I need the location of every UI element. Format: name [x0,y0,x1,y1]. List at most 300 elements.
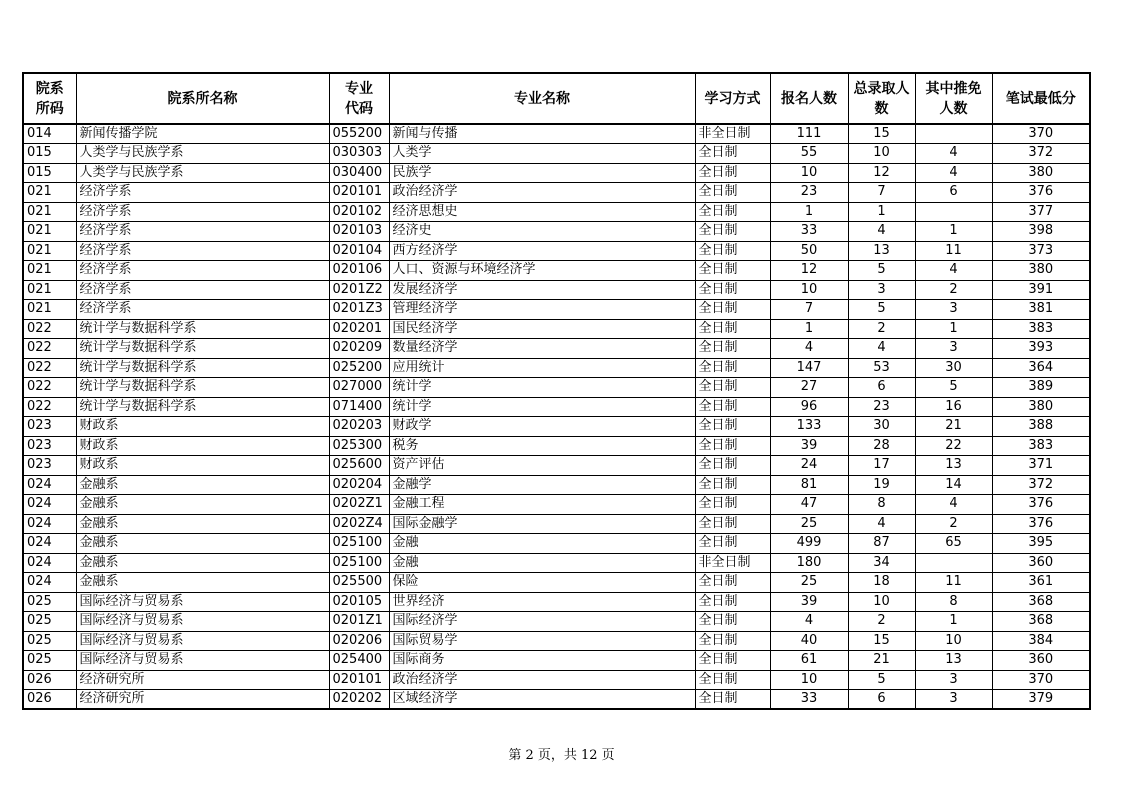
cell-dept-name: 经济研究所 [76,670,329,690]
cell-min-score: 370 [992,124,1090,144]
cell-total-admitted: 23 [848,397,915,417]
cell-applicants: 33 [770,222,848,242]
header-min-score: 笔试最低分 [992,73,1090,124]
cell-applicants: 47 [770,495,848,515]
cell-recommended: 4 [915,495,992,515]
cell-dept-code: 022 [23,397,76,417]
cell-dept-code: 021 [23,183,76,203]
table-row [23,183,1090,203]
table-row [23,222,1090,242]
cell-applicants: 1 [770,202,848,222]
cell-major-name: 国际贸易学 [389,631,695,651]
cell-dept-name: 国际经济与贸易系 [76,651,329,671]
table-row [23,378,1090,398]
cell-recommended: 3 [915,300,992,320]
cell-min-score: 368 [992,592,1090,612]
cell-study-mode: 全日制 [695,592,770,612]
cell-dept-name: 经济学系 [76,183,329,203]
cell-recommended: 3 [915,670,992,690]
cell-total-admitted: 34 [848,553,915,573]
cell-study-mode: 全日制 [695,280,770,300]
cell-major-code: 020209 [329,339,389,359]
cell-dept-name: 金融系 [76,495,329,515]
cell-total-admitted: 10 [848,592,915,612]
cell-min-score: 377 [992,202,1090,222]
cell-total-admitted: 87 [848,534,915,554]
table-row [23,163,1090,183]
cell-major-name: 资产评估 [389,456,695,476]
cell-total-admitted: 4 [848,514,915,534]
cell-major-name: 金融工程 [389,495,695,515]
cell-study-mode: 非全日制 [695,553,770,573]
table-row [23,241,1090,261]
cell-major-name: 经济思想史 [389,202,695,222]
cell-dept-name: 经济学系 [76,222,329,242]
cell-dept-name: 经济研究所 [76,690,329,710]
cell-min-score: 373 [992,241,1090,261]
cell-major-code: 0201Z2 [329,280,389,300]
cell-major-name: 应用统计 [389,358,695,378]
cell-dept-code: 024 [23,495,76,515]
cell-total-admitted: 2 [848,612,915,632]
cell-major-code: 030303 [329,144,389,164]
cell-applicants: 111 [770,124,848,144]
cell-recommended: 2 [915,514,992,534]
cell-min-score: 372 [992,144,1090,164]
table-row [23,261,1090,281]
cell-min-score: 360 [992,651,1090,671]
cell-dept-name: 国际经济与贸易系 [76,592,329,612]
cell-dept-code: 022 [23,358,76,378]
table-row [23,573,1090,593]
cell-total-admitted: 10 [848,144,915,164]
cell-min-score: 370 [992,670,1090,690]
cell-min-score: 364 [992,358,1090,378]
cell-dept-code: 024 [23,514,76,534]
cell-major-code: 020103 [329,222,389,242]
cell-recommended: 1 [915,222,992,242]
cell-dept-code: 021 [23,261,76,281]
cell-dept-code: 023 [23,417,76,437]
cell-major-name: 国际金融学 [389,514,695,534]
cell-dept-name: 金融系 [76,475,329,495]
table-row [23,456,1090,476]
cell-major-name: 经济史 [389,222,695,242]
cell-recommended: 4 [915,163,992,183]
cell-dept-code: 021 [23,300,76,320]
table-row [23,514,1090,534]
table-row [23,144,1090,164]
cell-total-admitted: 5 [848,670,915,690]
cell-applicants: 10 [770,670,848,690]
cell-study-mode: 全日制 [695,339,770,359]
cell-dept-name: 国际经济与贸易系 [76,631,329,651]
cell-total-admitted: 13 [848,241,915,261]
cell-min-score: 395 [992,534,1090,554]
cell-dept-code: 023 [23,456,76,476]
cell-min-score: 380 [992,261,1090,281]
cell-dept-name: 金融系 [76,534,329,554]
cell-major-name: 政治经济学 [389,183,695,203]
cell-dept-name: 财政系 [76,456,329,476]
cell-dept-name: 经济学系 [76,241,329,261]
cell-dept-code: 026 [23,690,76,710]
cell-total-admitted: 2 [848,319,915,339]
cell-dept-code: 023 [23,436,76,456]
cell-study-mode: 全日制 [695,534,770,554]
cell-dept-name: 人类学与民族学系 [76,163,329,183]
cell-dept-name: 经济学系 [76,261,329,281]
cell-major-code: 020206 [329,631,389,651]
cell-applicants: 4 [770,612,848,632]
cell-recommended: 4 [915,261,992,281]
table-row [23,670,1090,690]
cell-total-admitted: 5 [848,261,915,281]
cell-major-name: 国民经济学 [389,319,695,339]
cell-dept-name: 统计学与数据科学系 [76,378,329,398]
cell-major-code: 020202 [329,690,389,710]
cell-major-name: 国际商务 [389,651,695,671]
cell-applicants: 81 [770,475,848,495]
cell-applicants: 24 [770,456,848,476]
cell-applicants: 96 [770,397,848,417]
cell-study-mode: 全日制 [695,378,770,398]
cell-applicants: 23 [770,183,848,203]
cell-study-mode: 全日制 [695,456,770,476]
cell-major-code: 055200 [329,124,389,144]
cell-total-admitted: 6 [848,378,915,398]
cell-study-mode: 全日制 [695,670,770,690]
table-row [23,553,1090,573]
cell-study-mode: 全日制 [695,241,770,261]
cell-min-score: 360 [992,553,1090,573]
cell-recommended: 2 [915,280,992,300]
cell-min-score: 384 [992,631,1090,651]
admission-table [22,72,1091,710]
cell-study-mode: 全日制 [695,475,770,495]
cell-study-mode: 全日制 [695,358,770,378]
cell-study-mode: 全日制 [695,319,770,339]
cell-applicants: 147 [770,358,848,378]
table-row [23,280,1090,300]
table-row [23,495,1090,515]
cell-major-name: 财政学 [389,417,695,437]
cell-dept-name: 统计学与数据科学系 [76,358,329,378]
cell-applicants: 50 [770,241,848,261]
cell-study-mode: 全日制 [695,222,770,242]
table-row [23,651,1090,671]
cell-applicants: 4 [770,339,848,359]
cell-dept-name: 统计学与数据科学系 [76,397,329,417]
cell-major-name: 税务 [389,436,695,456]
cell-major-name: 新闻与传播 [389,124,695,144]
cell-applicants: 133 [770,417,848,437]
cell-dept-name: 统计学与数据科学系 [76,339,329,359]
cell-dept-name: 国际经济与贸易系 [76,612,329,632]
cell-major-name: 金融 [389,553,695,573]
cell-total-admitted: 15 [848,631,915,651]
table-body [23,124,1090,709]
cell-total-admitted: 8 [848,495,915,515]
cell-major-name: 金融学 [389,475,695,495]
cell-study-mode: 全日制 [695,163,770,183]
cell-study-mode: 全日制 [695,397,770,417]
cell-study-mode: 全日制 [695,573,770,593]
cell-total-admitted: 53 [848,358,915,378]
cell-applicants: 1 [770,319,848,339]
table-row [23,631,1090,651]
cell-major-name: 统计学 [389,378,695,398]
cell-applicants: 33 [770,690,848,710]
cell-study-mode: 全日制 [695,612,770,632]
cell-dept-code: 014 [23,124,76,144]
cell-major-code: 0201Z1 [329,612,389,632]
cell-dept-name: 金融系 [76,553,329,573]
cell-study-mode: 全日制 [695,651,770,671]
cell-recommended: 11 [915,241,992,261]
cell-major-code: 025400 [329,651,389,671]
cell-study-mode: 全日制 [695,202,770,222]
cell-applicants: 25 [770,514,848,534]
cell-study-mode: 全日制 [695,261,770,281]
table-row [23,339,1090,359]
cell-major-code: 020101 [329,670,389,690]
cell-dept-code: 025 [23,592,76,612]
cell-total-admitted: 7 [848,183,915,203]
cell-min-score: 379 [992,690,1090,710]
header-major-code: 专业代码 [329,73,389,124]
cell-study-mode: 全日制 [695,436,770,456]
cell-recommended [915,202,992,222]
cell-applicants: 40 [770,631,848,651]
cell-recommended: 13 [915,456,992,476]
cell-min-score: 391 [992,280,1090,300]
cell-study-mode: 全日制 [695,690,770,710]
cell-total-admitted: 15 [848,124,915,144]
cell-recommended: 3 [915,339,992,359]
cell-min-score: 376 [992,183,1090,203]
cell-major-code: 020106 [329,261,389,281]
table-row [23,534,1090,554]
cell-major-code: 0202Z1 [329,495,389,515]
cell-min-score: 371 [992,456,1090,476]
cell-dept-name: 财政系 [76,417,329,437]
cell-dept-code: 021 [23,222,76,242]
cell-min-score: 389 [992,378,1090,398]
cell-applicants: 7 [770,300,848,320]
cell-major-name: 区域经济学 [389,690,695,710]
cell-recommended: 22 [915,436,992,456]
cell-min-score: 380 [992,163,1090,183]
cell-dept-code: 024 [23,553,76,573]
cell-recommended: 3 [915,690,992,710]
cell-major-name: 国际经济学 [389,612,695,632]
cell-total-admitted: 28 [848,436,915,456]
cell-applicants: 499 [770,534,848,554]
cell-study-mode: 全日制 [695,495,770,515]
cell-dept-code: 024 [23,573,76,593]
cell-total-admitted: 18 [848,573,915,593]
cell-dept-code: 022 [23,378,76,398]
cell-total-admitted: 1 [848,202,915,222]
cell-dept-code: 025 [23,612,76,632]
cell-dept-code: 021 [23,202,76,222]
table-row [23,358,1090,378]
cell-major-name: 数量经济学 [389,339,695,359]
table-row [23,124,1090,144]
cell-major-code: 020204 [329,475,389,495]
cell-recommended: 13 [915,651,992,671]
cell-min-score: 383 [992,319,1090,339]
table-row [23,475,1090,495]
cell-major-name: 西方经济学 [389,241,695,261]
cell-dept-name: 金融系 [76,514,329,534]
cell-major-code: 020104 [329,241,389,261]
cell-major-code: 025500 [329,573,389,593]
table-row [23,202,1090,222]
cell-min-score: 376 [992,495,1090,515]
cell-min-score: 398 [992,222,1090,242]
cell-recommended: 16 [915,397,992,417]
table-row [23,397,1090,417]
cell-dept-name: 经济学系 [76,280,329,300]
cell-dept-code: 015 [23,163,76,183]
cell-major-name: 金融 [389,534,695,554]
table-row [23,592,1090,612]
cell-dept-code: 021 [23,280,76,300]
cell-study-mode: 全日制 [695,514,770,534]
cell-total-admitted: 5 [848,300,915,320]
cell-study-mode: 全日制 [695,183,770,203]
cell-recommended: 14 [915,475,992,495]
cell-applicants: 10 [770,163,848,183]
cell-major-name: 民族学 [389,163,695,183]
page-footer: 第 2 页，共 12 页 [508,748,615,763]
cell-recommended: 5 [915,378,992,398]
cell-study-mode: 全日制 [695,631,770,651]
cell-major-code: 030400 [329,163,389,183]
cell-recommended [915,124,992,144]
cell-dept-name: 新闻传播学院 [76,124,329,144]
header-applicants: 报名人数 [770,73,848,124]
header-study-mode: 学习方式 [695,73,770,124]
cell-recommended: 11 [915,573,992,593]
cell-dept-code: 025 [23,651,76,671]
cell-total-admitted: 19 [848,475,915,495]
cell-major-name: 管理经济学 [389,300,695,320]
header-major-name: 专业名称 [389,73,695,124]
cell-major-name: 世界经济 [389,592,695,612]
cell-major-code: 020102 [329,202,389,222]
cell-study-mode: 全日制 [695,417,770,437]
cell-recommended: 6 [915,183,992,203]
cell-major-code: 071400 [329,397,389,417]
cell-total-admitted: 21 [848,651,915,671]
cell-major-code: 020101 [329,183,389,203]
cell-dept-code: 015 [23,144,76,164]
cell-dept-code: 026 [23,670,76,690]
cell-dept-code: 024 [23,534,76,554]
cell-min-score: 368 [992,612,1090,632]
cell-applicants: 180 [770,553,848,573]
cell-major-name: 政治经济学 [389,670,695,690]
cell-min-score: 388 [992,417,1090,437]
cell-major-name: 保险 [389,573,695,593]
table-row [23,690,1090,710]
cell-dept-name: 经济学系 [76,202,329,222]
table-row [23,319,1090,339]
cell-min-score: 393 [992,339,1090,359]
cell-dept-name: 经济学系 [76,300,329,320]
table-row [23,300,1090,320]
cell-major-code: 025600 [329,456,389,476]
cell-major-code: 025100 [329,534,389,554]
cell-total-admitted: 30 [848,417,915,437]
cell-major-name: 统计学 [389,397,695,417]
cell-dept-name: 财政系 [76,436,329,456]
cell-dept-name: 金融系 [76,573,329,593]
cell-dept-code: 022 [23,319,76,339]
cell-study-mode: 全日制 [695,300,770,320]
cell-dept-name: 统计学与数据科学系 [76,319,329,339]
cell-recommended: 1 [915,612,992,632]
cell-min-score: 383 [992,436,1090,456]
cell-dept-code: 021 [23,241,76,261]
cell-major-code: 020201 [329,319,389,339]
cell-major-code: 025200 [329,358,389,378]
header-dept-code: 院系所码 [23,73,76,124]
cell-applicants: 55 [770,144,848,164]
cell-recommended: 30 [915,358,992,378]
cell-dept-name: 人类学与民族学系 [76,144,329,164]
table-row [23,612,1090,632]
cell-dept-code: 025 [23,631,76,651]
cell-total-admitted: 3 [848,280,915,300]
cell-recommended: 4 [915,144,992,164]
cell-major-name: 发展经济学 [389,280,695,300]
cell-applicants: 25 [770,573,848,593]
cell-major-code: 027000 [329,378,389,398]
header-row [23,73,1090,124]
cell-total-admitted: 4 [848,339,915,359]
cell-major-code: 020203 [329,417,389,437]
header-total-admitted: 总录取人数 [848,73,915,124]
table-row [23,417,1090,437]
cell-applicants: 61 [770,651,848,671]
table-row [23,436,1090,456]
header-dept-name: 院系所名称 [76,73,329,124]
cell-recommended: 1 [915,319,992,339]
cell-major-name: 人类学 [389,144,695,164]
cell-total-admitted: 4 [848,222,915,242]
cell-applicants: 10 [770,280,848,300]
header-recommended: 其中推免人数 [915,73,992,124]
cell-major-code: 025300 [329,436,389,456]
cell-min-score: 372 [992,475,1090,495]
cell-major-name: 人口、资源与环境经济学 [389,261,695,281]
cell-dept-code: 024 [23,475,76,495]
cell-min-score: 381 [992,300,1090,320]
cell-major-code: 0201Z3 [329,300,389,320]
cell-study-mode: 全日制 [695,144,770,164]
cell-min-score: 380 [992,397,1090,417]
cell-recommended: 10 [915,631,992,651]
cell-dept-code: 022 [23,339,76,359]
cell-major-code: 025100 [329,553,389,573]
cell-applicants: 27 [770,378,848,398]
cell-total-admitted: 12 [848,163,915,183]
cell-major-code: 020105 [329,592,389,612]
